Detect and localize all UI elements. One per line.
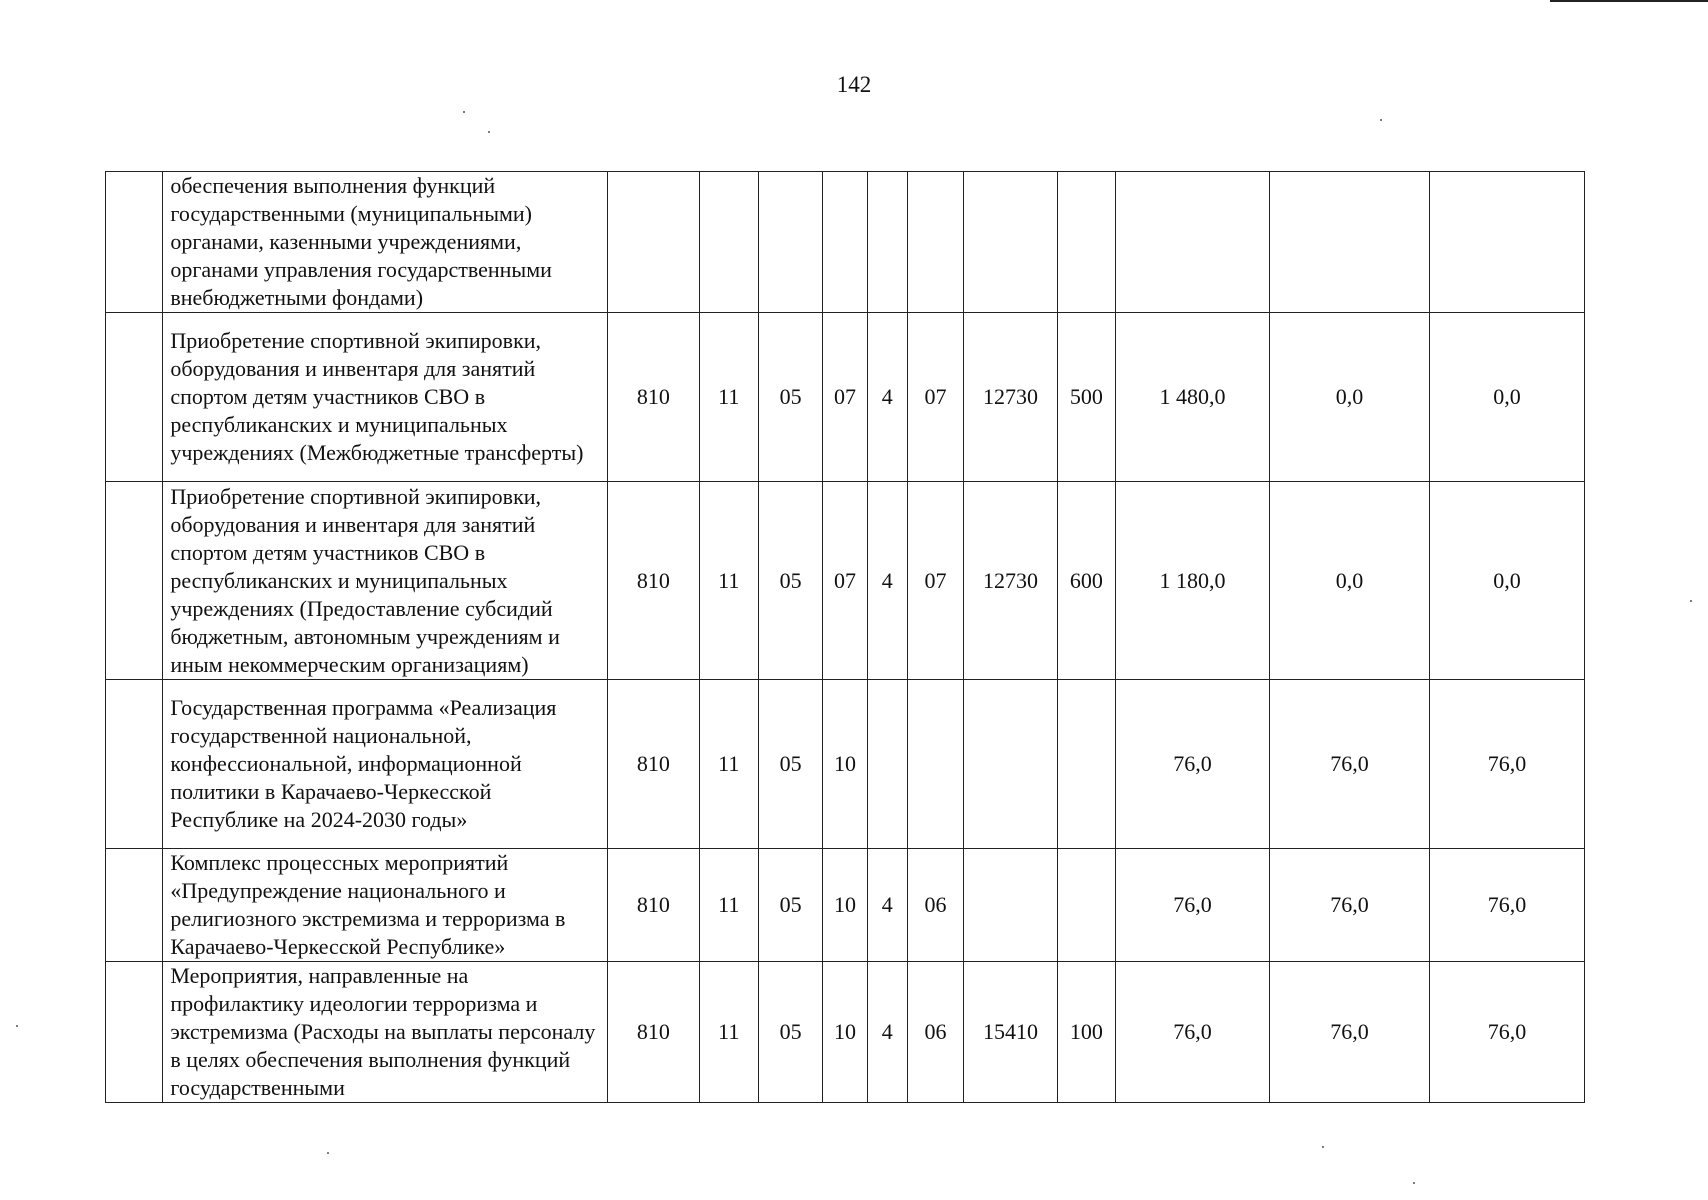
expense-type-cell: 100 [1057, 962, 1115, 1103]
direction-code-cell: 12730 [964, 482, 1058, 680]
amount-year2-cell: 76,0 [1270, 680, 1430, 849]
row-index-cell [106, 962, 163, 1103]
table-row [106, 313, 1585, 482]
amount-year3-cell: 76,0 [1429, 849, 1584, 962]
section-code-cell: 11 [699, 313, 758, 482]
direction-code-cell: 15410 [964, 962, 1058, 1103]
subsection-code-cell: 05 [758, 680, 822, 849]
row-index-cell [106, 172, 163, 313]
section-code-cell: 11 [699, 482, 758, 680]
amount-year1-cell: 1 180,0 [1116, 482, 1270, 680]
amount-year3-cell: 0,0 [1429, 313, 1584, 482]
row-name-cell: Приобретение спортивной экипировки, оборудования и инвентаря для занятий спортом детям участников СВО в республиканских и муниципальных учреждениях (Межбюджетные трансферты) [163, 313, 608, 482]
amount-year3-cell: 76,0 [1429, 680, 1584, 849]
table-row [106, 680, 1585, 849]
complex-code-cell: 07 [907, 313, 963, 482]
expense-type-cell [1057, 172, 1115, 313]
row-index-cell [106, 680, 163, 849]
amount-year1-cell [1116, 172, 1270, 313]
scan-speck [16, 1025, 18, 1027]
page-number: 142 [836, 72, 872, 97]
direction-code-cell [964, 849, 1058, 962]
complex-code-cell [907, 172, 963, 313]
subsection-code-cell [758, 172, 822, 313]
subprogram-code-cell: 4 [867, 962, 907, 1103]
subsection-code-cell: 05 [758, 313, 822, 482]
subprogram-code-cell: 4 [867, 482, 907, 680]
ministry-code-cell [608, 172, 700, 313]
scan-speck [463, 111, 465, 113]
amount-year3-cell: 0,0 [1429, 482, 1584, 680]
budget-table [105, 171, 1585, 1103]
amount-year2-cell: 76,0 [1270, 962, 1430, 1103]
amount-year2-cell: 0,0 [1270, 482, 1430, 680]
scan-speck [327, 1152, 329, 1154]
program-code-cell: 10 [823, 962, 867, 1103]
table-row [106, 962, 1585, 1103]
scan-speck [1413, 1182, 1415, 1184]
section-code-cell [699, 172, 758, 313]
subsection-code-cell: 05 [758, 962, 822, 1103]
row-index-cell [106, 313, 163, 482]
subsection-code-cell: 05 [758, 849, 822, 962]
subsection-code-cell: 05 [758, 482, 822, 680]
section-code-cell: 11 [699, 680, 758, 849]
row-index-cell [106, 849, 163, 962]
complex-code-cell: 07 [907, 482, 963, 680]
ministry-code-cell: 810 [608, 849, 700, 962]
table-body [106, 172, 1585, 1103]
amount-year2-cell [1270, 172, 1430, 313]
complex-code-cell [907, 680, 963, 849]
expense-type-cell [1057, 849, 1115, 962]
section-code-cell: 11 [699, 849, 758, 962]
subprogram-code-cell: 4 [867, 313, 907, 482]
row-name-cell: Мероприятия, направленные на профилактику идеологии терроризма и экстремизма (Расходы на выплаты персоналу в целях обеспечения выполнения функций государственными [163, 962, 608, 1103]
program-code-cell: 10 [823, 849, 867, 962]
scan-speck [1380, 119, 1382, 121]
amount-year3-cell [1429, 172, 1584, 313]
row-index-cell [106, 482, 163, 680]
table-row [106, 849, 1585, 962]
amount-year1-cell: 76,0 [1116, 680, 1270, 849]
top-edge-rule [1550, 0, 1708, 2]
program-code-cell: 10 [823, 680, 867, 849]
program-code-cell [823, 172, 867, 313]
row-name-cell: Комплекс процессных мероприятий «Предупреждение национального и религиозного экстремизма и терроризма в Карачаево-Черкесской Республике» [163, 849, 608, 962]
subprogram-code-cell [867, 172, 907, 313]
amount-year1-cell: 1 480,0 [1116, 313, 1270, 482]
ministry-code-cell: 810 [608, 962, 700, 1103]
amount-year3-cell: 76,0 [1429, 962, 1584, 1103]
ministry-code-cell: 810 [608, 313, 700, 482]
complex-code-cell: 06 [907, 849, 963, 962]
scan-speck [1690, 600, 1692, 602]
amount-year1-cell: 76,0 [1116, 962, 1270, 1103]
expense-type-cell [1057, 680, 1115, 849]
amount-year2-cell: 76,0 [1270, 849, 1430, 962]
subprogram-code-cell [867, 680, 907, 849]
row-name-cell: Приобретение спортивной экипировки, оборудования и инвентаря для занятий спортом детям участников СВО в республиканских и муниципальных учреждениях (Предоставление субсидий бюджетным, автономным учреждениям и иным некоммерческим организациям) [163, 482, 608, 680]
subprogram-code-cell: 4 [867, 849, 907, 962]
section-code-cell: 11 [699, 962, 758, 1103]
scan-speck [1322, 1146, 1324, 1148]
ministry-code-cell: 810 [608, 482, 700, 680]
row-name-cell: Государственная программа «Реализация государственной национальной, конфессиональной, информационной политики в Карачаево-Черкесской Республике на 2024-2030 годы» [163, 680, 608, 849]
expense-type-cell: 500 [1057, 313, 1115, 482]
amount-year2-cell: 0,0 [1270, 313, 1430, 482]
scan-speck [488, 131, 490, 133]
expense-type-cell: 600 [1057, 482, 1115, 680]
row-name-cell: обеспечения выполнения функций государственными (муниципальными) органами, казенными учреждениями, органами управления государственными внебюджетными фондами) [163, 172, 608, 313]
table-row [106, 482, 1585, 680]
direction-code-cell: 12730 [964, 313, 1058, 482]
direction-code-cell [964, 680, 1058, 849]
direction-code-cell [964, 172, 1058, 313]
ministry-code-cell: 810 [608, 680, 700, 849]
amount-year1-cell: 76,0 [1116, 849, 1270, 962]
table-row [106, 172, 1585, 313]
program-code-cell: 07 [823, 482, 867, 680]
complex-code-cell: 06 [907, 962, 963, 1103]
program-code-cell: 07 [823, 313, 867, 482]
